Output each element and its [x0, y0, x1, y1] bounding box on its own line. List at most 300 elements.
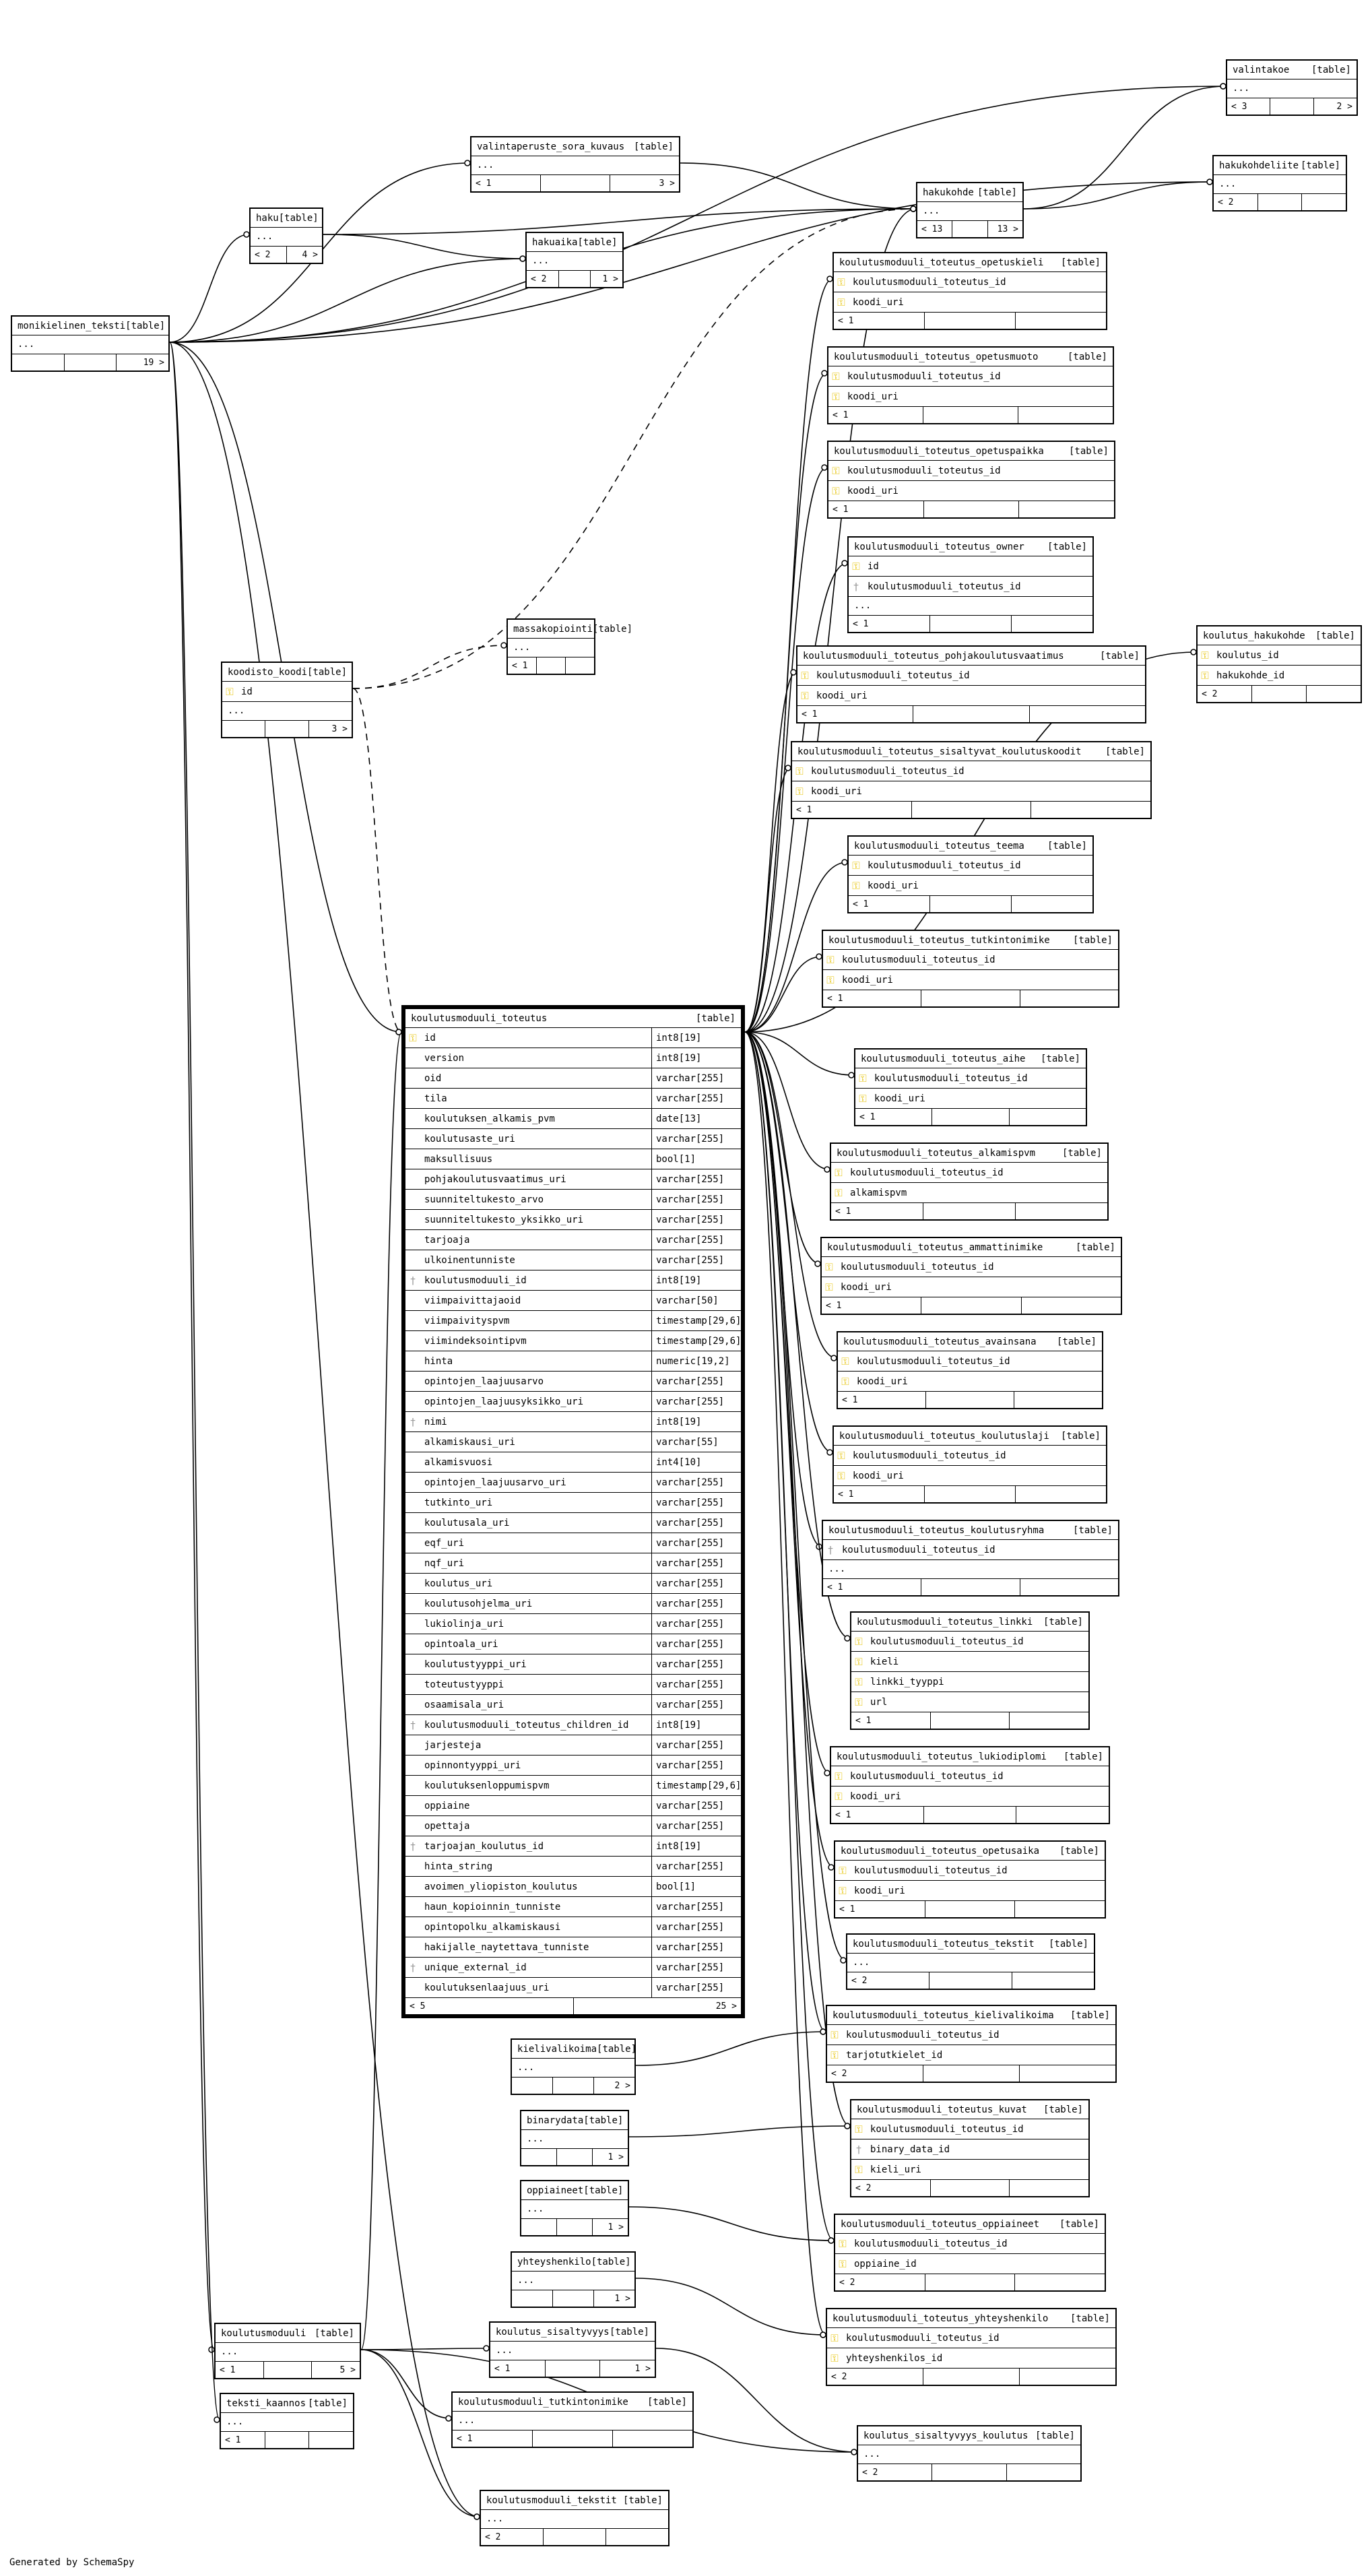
column-row[interactable]: [405, 1897, 741, 1917]
column-row[interactable]: [405, 1129, 741, 1149]
relation-count: [1270, 98, 1313, 115]
relation-count: 3 >: [659, 178, 675, 189]
table-massakopiointi[interactable]: [507, 618, 633, 675]
column-name: koulutusala_uri: [424, 1517, 510, 1528]
column-row[interactable]: [823, 950, 1118, 970]
column-name: koulutuksenlaajuus_uri: [424, 1982, 550, 1993]
table-footer: [838, 1392, 1102, 1408]
relation-count: < 1: [851, 1712, 931, 1729]
column-row[interactable]: [405, 1513, 741, 1533]
table-header: [797, 647, 1145, 666]
column-row[interactable]: [405, 1836, 741, 1857]
column-name: koulutusmoduuli_toteutus_id: [868, 860, 1021, 871]
table-t_oppiaineet[interactable]: [834, 2214, 1106, 2292]
table-t_koulutusryhma[interactable]: [822, 1520, 1119, 1597]
relation-count: < 1: [838, 1392, 926, 1408]
crow-foot-marker: [1220, 84, 1226, 89]
column-type: varchar[255]: [651, 1978, 741, 1997]
column-row[interactable]: [405, 1796, 741, 1816]
table-name: koulutusmoduuli_toteutus: [411, 1012, 548, 1024]
column-row[interactable]: [822, 1257, 1121, 1277]
table-binarydata[interactable]: [520, 2110, 629, 2166]
relation-count: < 1: [834, 1486, 925, 1502]
relation-count: [1010, 2180, 1088, 2196]
column-row[interactable]: [222, 682, 352, 702]
table-t_teema[interactable]: [847, 835, 1094, 913]
table-t_lukiodiplomi[interactable]: [830, 1746, 1110, 1824]
crow-foot-marker: [474, 2514, 480, 2519]
relation-line: [629, 2126, 850, 2137]
crow-foot-marker: [396, 1029, 401, 1035]
more-columns: ...: [512, 2059, 634, 2078]
primary-key-icon: ⚿: [839, 1864, 847, 1877]
column-row[interactable]: [851, 1632, 1088, 1652]
column-row[interactable]: [405, 1250, 741, 1270]
column-row[interactable]: [405, 1776, 741, 1796]
table-t_aihe[interactable]: [854, 1048, 1087, 1126]
column-type: varchar[255]: [651, 1533, 741, 1553]
primary-key-icon: ⚿: [852, 560, 860, 573]
column-name: koulutusmoduuli_toteutus_id: [850, 1770, 1004, 1782]
column-row[interactable]: [405, 1675, 741, 1695]
table-header: [521, 2111, 628, 2130]
table-header: [828, 442, 1114, 461]
column-row[interactable]: [405, 1109, 741, 1129]
column-row[interactable]: [834, 292, 1106, 313]
primary-key-icon: ⚿: [852, 879, 860, 892]
crow-foot-marker: [816, 954, 822, 959]
table-t_kuvat[interactable]: [850, 2099, 1090, 2197]
relation-count: [921, 990, 1020, 1006]
table-name: koulutusmoduuli: [221, 2327, 306, 2339]
column-row[interactable]: [405, 1169, 741, 1190]
relation-count: < 1: [834, 313, 925, 329]
table-footer: [851, 1712, 1088, 1729]
table-header: [823, 1521, 1118, 1540]
crow-foot-marker: [1191, 649, 1196, 655]
column-row[interactable]: [822, 1277, 1121, 1297]
column-name: oppiaine: [424, 1800, 470, 1811]
table-header: [823, 931, 1118, 950]
table-name: valintaperuste_sora_kuvaus: [477, 141, 625, 152]
column-row[interactable]: [831, 1786, 1109, 1807]
table-name: koulutusmoduuli_toteutus_oppiaineet: [841, 2218, 1040, 2230]
more-columns: ...: [481, 2510, 668, 2529]
column-row[interactable]: [851, 1672, 1088, 1692]
column-row[interactable]: [405, 1089, 741, 1109]
table-tag: [table]: [1059, 2218, 1099, 2230]
relation-count: 5 >: [339, 2364, 356, 2375]
column-name: koulutusmoduuli_toteutus_id: [874, 1072, 1028, 1084]
column-type: varchar[255]: [651, 1372, 741, 1391]
column-row[interactable]: [1198, 666, 1361, 686]
column-row[interactable]: [405, 1149, 741, 1169]
column-row[interactable]: [835, 2254, 1105, 2274]
relation-count: 3 >: [331, 723, 348, 734]
column-row[interactable]: [849, 856, 1092, 876]
primary-key-icon: ⚿: [832, 464, 840, 477]
table-header: [471, 137, 679, 156]
relation-count: < 2: [1198, 686, 1252, 702]
table-t_avainsana[interactable]: [837, 1331, 1103, 1409]
column-row[interactable]: [835, 2234, 1105, 2254]
column-row[interactable]: [405, 1533, 741, 1553]
table-haku[interactable]: [249, 207, 323, 264]
column-row[interactable]: [405, 1978, 741, 1998]
column-name: koulutusmoduuli_toteutus_id: [868, 581, 1021, 592]
column-name: koulutusmoduuli_toteutus_id: [850, 1167, 1004, 1178]
table-t_owner[interactable]: [847, 536, 1094, 633]
table-t_koulutuslaji[interactable]: [832, 1425, 1107, 1504]
table-t_opetusaika[interactable]: [834, 1840, 1106, 1919]
relation-count: [924, 1807, 1017, 1823]
primary-key-icon: ⚿: [1201, 669, 1209, 682]
column-row[interactable]: [405, 1594, 741, 1614]
column-type: varchar[255]: [651, 1473, 741, 1492]
table-oppiaineet[interactable]: [520, 2180, 629, 2236]
relation-count: [925, 2274, 1016, 2290]
table-tag: [table]: [1043, 2104, 1083, 2115]
table-name: koulutusmoduuli_toteutus_opetuskieli: [839, 257, 1044, 268]
column-name: hakukohde_id: [1216, 670, 1285, 681]
column-row[interactable]: [851, 2119, 1088, 2139]
table-koulutus_hakukohde[interactable]: [1196, 625, 1362, 703]
primary-key-icon: ⚿: [841, 1355, 849, 1367]
column-row[interactable]: [405, 1735, 741, 1756]
crow-foot-marker: [911, 206, 916, 212]
table-t_ammattinimike[interactable]: [820, 1237, 1122, 1315]
column-row[interactable]: [405, 1614, 741, 1634]
column-name: koulutusmoduuli_id: [424, 1275, 527, 1286]
column-row[interactable]: [405, 1210, 741, 1230]
column-row[interactable]: [405, 1392, 741, 1412]
column-type: varchar[255]: [651, 1553, 741, 1573]
column-row[interactable]: [405, 1372, 741, 1392]
table-hakukohdeliite[interactable]: [1212, 155, 1347, 212]
table-hakuaika[interactable]: [525, 232, 624, 288]
relation-count: < 1: [823, 990, 921, 1006]
relation-count: [923, 407, 1018, 423]
column-row[interactable]: [405, 1331, 741, 1351]
table-koulutus_sisaltyvyys[interactable]: [489, 2321, 656, 2378]
column-row[interactable]: [792, 761, 1150, 781]
column-row[interactable]: [405, 1654, 741, 1675]
relation-count: [606, 2529, 668, 2545]
crow-foot-marker: [465, 160, 470, 166]
column-row[interactable]: [849, 577, 1092, 597]
relation-count: < 1: [822, 1297, 921, 1314]
column-type: varchar[255]: [651, 1210, 741, 1229]
table-footer: [521, 2219, 628, 2235]
column-row[interactable]: [823, 1540, 1118, 1560]
column-name: opintoala_uri: [424, 1638, 498, 1650]
table-t_opetuskieli[interactable]: [832, 252, 1107, 330]
column-row[interactable]: [831, 1163, 1107, 1183]
table-teksti_kaannos[interactable]: [220, 2393, 354, 2449]
column-row[interactable]: [405, 1958, 741, 1978]
relation-count: < 13: [917, 221, 952, 237]
relation-count: [931, 1712, 1010, 1729]
column-row[interactable]: [405, 1917, 741, 1937]
column-name: suunniteltukesto_arvo: [424, 1194, 544, 1205]
column-name: unique_external_id: [424, 1962, 527, 1973]
column-name: koodi_uri: [850, 1791, 901, 1802]
table-koulutusmoduuli_toteutus[interactable]: [401, 1005, 745, 2018]
table-tag: [table]: [609, 2326, 649, 2338]
table-footer: [849, 896, 1092, 912]
column-row[interactable]: [797, 686, 1145, 706]
primary-key-icon: ⚿: [825, 1260, 833, 1273]
column-name: koulutusmoduuli_toteutus_id: [847, 371, 1001, 382]
column-row[interactable]: [834, 1446, 1106, 1466]
relation-line: [636, 2278, 826, 2335]
column-row[interactable]: [855, 1068, 1086, 1089]
column-type: varchar[255]: [651, 1169, 741, 1189]
column-row[interactable]: [405, 1695, 741, 1715]
relation-count: [553, 2078, 594, 2094]
column-name: jarjesteja: [424, 1739, 482, 1751]
relation-count: 4 >: [302, 249, 318, 260]
table-name: koulutusmoduuli_toteutus_linkki: [857, 1616, 1033, 1628]
table-sisaltyvyys_koulutus[interactable]: [857, 2425, 1082, 2482]
column-row[interactable]: [838, 1372, 1102, 1392]
column-row[interactable]: [831, 1183, 1107, 1203]
table-name: binarydata: [527, 2115, 584, 2126]
table-footer: [858, 2464, 1080, 2480]
table-tag: [table]: [977, 187, 1017, 198]
column-row[interactable]: [405, 1028, 741, 1048]
column-row[interactable]: [405, 1857, 741, 1877]
relation-line: [745, 1032, 830, 1169]
column-row[interactable]: [405, 1574, 741, 1594]
column-row[interactable]: [828, 461, 1114, 481]
table-name: koulutusmoduuli_toteutus_opetusmuoto: [834, 351, 1039, 362]
column-name: koulutusmoduuli_toteutus_id: [811, 765, 965, 777]
primary-key-icon: ⚿: [835, 1790, 843, 1803]
column-type: varchar[255]: [651, 1129, 741, 1149]
table-tag: [table]: [1072, 934, 1113, 946]
relation-count: [1012, 616, 1092, 632]
relation-count: [1016, 1807, 1109, 1823]
table-name: koulutusmoduuli_tutkintonimike: [458, 2396, 628, 2408]
column-row[interactable]: [823, 970, 1118, 990]
table-tag: [table]: [1059, 1845, 1099, 1857]
table-t_sisaltyvat[interactable]: [791, 741, 1152, 819]
column-row[interactable]: [792, 781, 1150, 802]
crow-foot-marker: [1207, 179, 1212, 185]
relation-line: [745, 957, 822, 1032]
column-row[interactable]: [827, 2348, 1115, 2369]
column-row[interactable]: [797, 666, 1145, 686]
crow-foot-marker: [816, 1544, 822, 1549]
table-monikielinen_teksti[interactable]: [11, 315, 170, 372]
column-row[interactable]: [405, 1816, 741, 1836]
column-row[interactable]: [834, 1466, 1106, 1486]
table-t_yhteyshenkilo[interactable]: [826, 2308, 1117, 2386]
table-footer: [512, 2078, 634, 2094]
table-yhteyshenkilo[interactable]: [511, 2251, 636, 2308]
table-valintaperuste_sora_kuvaus[interactable]: [470, 136, 680, 193]
primary-key-icon: ⚿: [835, 1770, 843, 1782]
column-row[interactable]: [405, 1068, 741, 1089]
column-name: ulkoinentunniste: [424, 1254, 515, 1266]
column-row[interactable]: [851, 2160, 1088, 2180]
table-header: [512, 2040, 637, 2059]
table-tag: [table]: [1075, 1242, 1115, 1253]
table-koodisto_koodi[interactable]: [221, 662, 353, 738]
column-row[interactable]: [828, 481, 1114, 501]
column-row[interactable]: [405, 1473, 741, 1493]
primary-key-icon: ⚿: [859, 1072, 867, 1085]
relation-line: [745, 1032, 834, 2241]
column-row[interactable]: [405, 1634, 741, 1654]
column-type: varchar[255]: [651, 1897, 741, 1917]
column-row[interactable]: [405, 1432, 741, 1452]
column-row[interactable]: [1198, 645, 1361, 666]
relation-count: 1 >: [634, 2363, 651, 2374]
column-row[interactable]: [827, 2045, 1115, 2065]
relation-line: [745, 1032, 826, 2032]
crow-foot-marker: [851, 2449, 857, 2455]
primary-key-icon: ⚿: [855, 1696, 863, 1708]
table-name: massakopiointi: [513, 623, 593, 635]
column-row[interactable]: [851, 1692, 1088, 1712]
column-row[interactable]: [405, 1291, 741, 1311]
column-row[interactable]: [828, 387, 1113, 407]
column-row[interactable]: [849, 556, 1092, 577]
table-t_tekstit[interactable]: [846, 1933, 1095, 1990]
table-t_kielivalikoima[interactable]: [826, 2005, 1117, 2083]
table-header: [222, 663, 352, 682]
table-tag: [table]: [591, 2256, 631, 2267]
column-row[interactable]: [827, 2025, 1115, 2045]
column-type: date[13]: [651, 1109, 741, 1128]
column-row[interactable]: [827, 2328, 1115, 2348]
column-name: opettaja: [424, 1820, 470, 1832]
implied-relation-line: [353, 688, 401, 1032]
relation-count: [553, 2290, 594, 2307]
relation-count: [930, 616, 1012, 632]
column-row[interactable]: [405, 1452, 741, 1473]
column-row[interactable]: [835, 1861, 1105, 1881]
crow-foot-marker: [827, 1450, 832, 1455]
column-name: viimpaivittajaoid: [424, 1295, 521, 1306]
table-header: [834, 1427, 1106, 1446]
column-row[interactable]: [405, 1756, 741, 1776]
table-t_tutkintonimike[interactable]: [822, 930, 1119, 1008]
relation-count: 1 >: [608, 2222, 624, 2232]
column-row[interactable]: [405, 1553, 741, 1574]
primary-key-icon: ⚿: [226, 685, 234, 698]
column-row[interactable]: [405, 1270, 741, 1291]
column-row[interactable]: [405, 1412, 741, 1432]
column-row[interactable]: [405, 1493, 741, 1513]
column-row[interactable]: [405, 1048, 741, 1068]
relation-count: 1 >: [614, 2293, 630, 2304]
relation-count: < 1: [216, 2362, 264, 2378]
crow-foot-marker: [824, 1167, 830, 1172]
primary-key-icon: ⚿: [835, 1166, 843, 1179]
primary-key-icon: ⚿: [830, 2028, 839, 2041]
column-name: koodi_uri: [811, 785, 862, 797]
column-row[interactable]: [405, 1351, 741, 1372]
table-header: [1227, 61, 1357, 79]
column-row[interactable]: [405, 1877, 741, 1897]
column-row[interactable]: [831, 1766, 1109, 1786]
column-row[interactable]: [835, 1881, 1105, 1901]
table-footer: [1227, 98, 1357, 115]
table-name: koulutusmoduuli_toteutus_lukiodiplomi: [837, 1751, 1047, 1762]
table-t_linkki[interactable]: [850, 1611, 1090, 1730]
column-row[interactable]: [828, 366, 1113, 387]
primary-key-icon: ⚿: [830, 2352, 839, 2364]
more-columns: ...: [823, 1560, 1118, 1579]
column-row[interactable]: [834, 272, 1106, 292]
crow-foot-marker: [911, 206, 916, 212]
column-row[interactable]: [855, 1089, 1086, 1109]
relation-line: [1024, 86, 1226, 209]
table-header: [847, 1935, 1094, 1954]
table-footer: [831, 1203, 1107, 1219]
crow-foot-marker: [1207, 179, 1212, 185]
relation-count: [1018, 407, 1113, 423]
relation-line: [745, 1032, 832, 1452]
relation-count: [309, 2432, 353, 2448]
table-t_alkamispvm[interactable]: [830, 1142, 1109, 1221]
column-name: nqf_uri: [424, 1557, 465, 1569]
table-t_pohjakoulutus[interactable]: [796, 645, 1146, 723]
table-header: [221, 2394, 353, 2413]
column-type: varchar[50]: [651, 1291, 741, 1310]
relation-count: [12, 354, 65, 371]
relation-count: [1012, 1972, 1094, 1989]
relation-line: [361, 2348, 489, 2350]
column-row[interactable]: [405, 1230, 741, 1250]
table-tag: [table]: [1063, 1751, 1103, 1762]
crow-foot-marker: [841, 1958, 846, 1963]
relation-line: [745, 672, 796, 1032]
column-row[interactable]: [405, 1190, 741, 1210]
table-valintakoe[interactable]: [1226, 59, 1358, 116]
table-name: koulutusmoduuli_toteutus_kielivalikoima: [832, 2009, 1054, 2021]
column-row[interactable]: [849, 876, 1092, 896]
table-footer: [216, 2362, 360, 2378]
primary-key-icon: ⚿: [826, 953, 835, 966]
column-row[interactable]: [851, 1652, 1088, 1672]
table-name: koulutusmoduuli_toteutus_koulutuslaji: [839, 1430, 1049, 1442]
table-footer: [527, 271, 622, 287]
table-hakukohde[interactable]: [916, 182, 1024, 238]
column-row[interactable]: [405, 1937, 741, 1958]
table-kielivalikoima[interactable]: [511, 2038, 636, 2095]
relation-count: < 2: [251, 247, 287, 263]
column-type: varchar[255]: [651, 1614, 741, 1634]
primary-key-icon: ⚿: [839, 1884, 847, 1897]
column-row[interactable]: [405, 1715, 741, 1735]
table-name: koulutusmoduuli_toteutus_kuvat: [857, 2104, 1027, 2115]
relation-line: [745, 768, 791, 1032]
table-tag: [table]: [1047, 541, 1087, 552]
column-name: koodi_uri: [854, 1885, 905, 1896]
table-koulutusmoduuli[interactable]: [214, 2323, 361, 2379]
table-t_opetuspaikka[interactable]: [827, 441, 1115, 519]
table-m_tutkintonimike[interactable]: [451, 2391, 694, 2448]
table-m_tekstit[interactable]: [480, 2490, 669, 2546]
table-t_opetusmuoto[interactable]: [827, 346, 1114, 424]
column-row[interactable]: [405, 1311, 741, 1331]
column-row[interactable]: [851, 2139, 1088, 2160]
column-row[interactable]: [838, 1351, 1102, 1372]
